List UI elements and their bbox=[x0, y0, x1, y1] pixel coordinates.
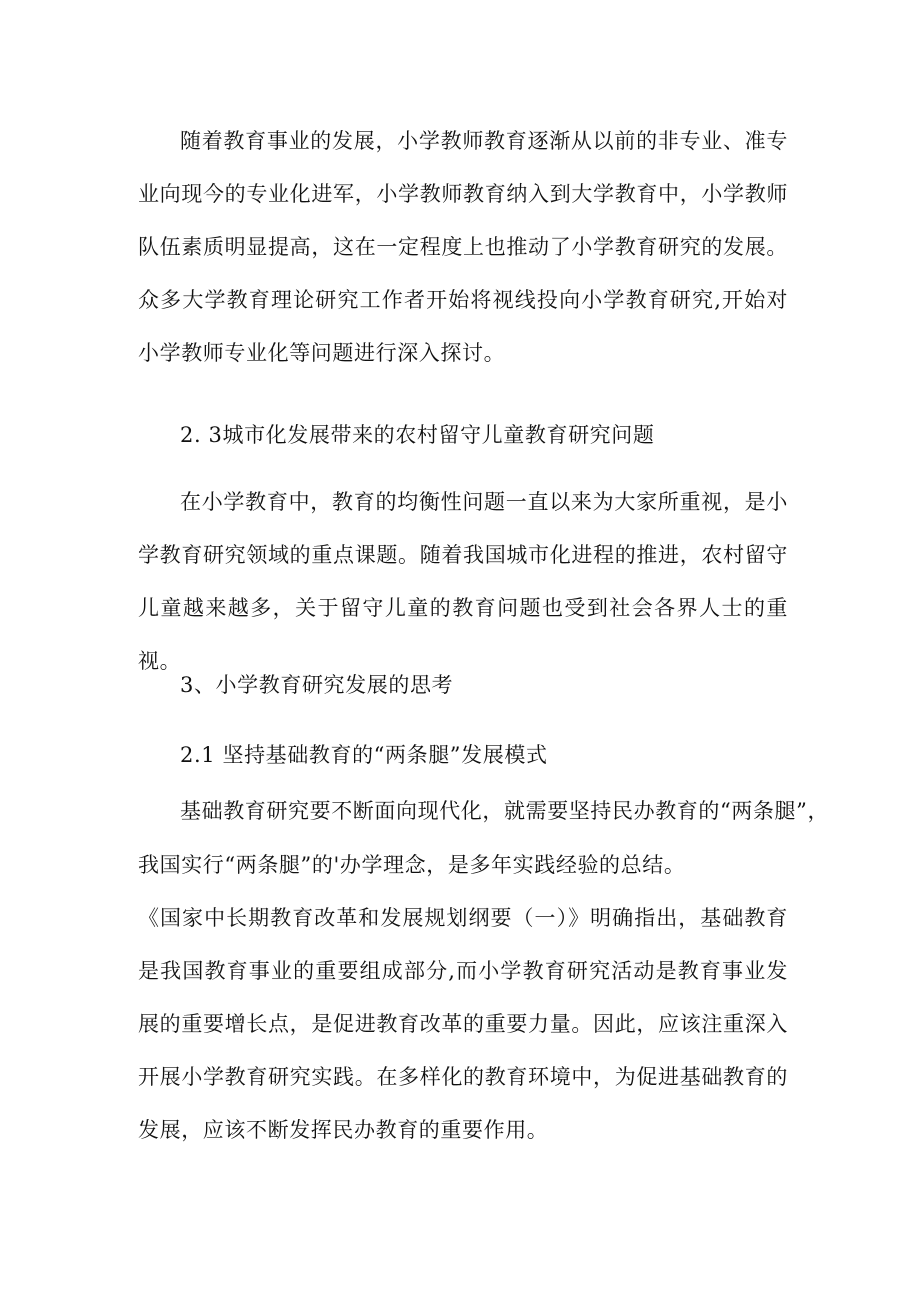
paragraph-two-legs-line2: 我国实行“两条腿”的'办学理念，是多年实践经验的总结。 bbox=[138, 853, 686, 877]
paragraph-two-legs-line1: 基础教育研究要不断面向现代化，就需要坚持民办教育的“两条腿”， bbox=[180, 799, 830, 823]
paragraph-teacher-education: 随着教育事业的发展，小学教师教育逐渐从以前的非专业、准专业向现今的专业化进军，小学教师教育纳入到大学教育中，小学教师队伍素质明显提高，这在一定程度上也推动了小学教育研究的发展。众多大学教育理论研究工作者开始将视线投向小学教育研究,开始对小学教师专业化等问题进行深入探讨。 bbox=[138, 129, 788, 365]
section-heading-2-1: 2.1 坚持基础教育的“两条腿”发展模式 bbox=[180, 743, 548, 767]
paragraph-left-behind-children: 在小学教育中，教育的均衡性问题一直以来为大家所重视，是小学教育研究领域的重点课题。随着我国城市化进程的推进，农村留守儿童越来越多，关于留守儿童的教育问题也受到社会各界人士的重视。 bbox=[138, 490, 788, 673]
section-heading-3: 3、小学教育研究发展的思考 bbox=[180, 673, 454, 697]
paragraph-national-plan: 《国家中长期教育改革和发展规划纲要（一）》明确指出，基础教育是我国教育事业的重要组成部分,而小学教育研究活动是教育事业发展的重要增长点，是促进教育改革的重要力量。因此，应该注重深入开展小学教育研究实践。在多样化的教育环境中，为促进基础教育的发展，应该不断发挥民办教育的重要作用。 bbox=[138, 906, 788, 1142]
section-heading-2-3: 2. 3城市化发展带来的农村留守儿童教育研究问题 bbox=[180, 423, 655, 447]
